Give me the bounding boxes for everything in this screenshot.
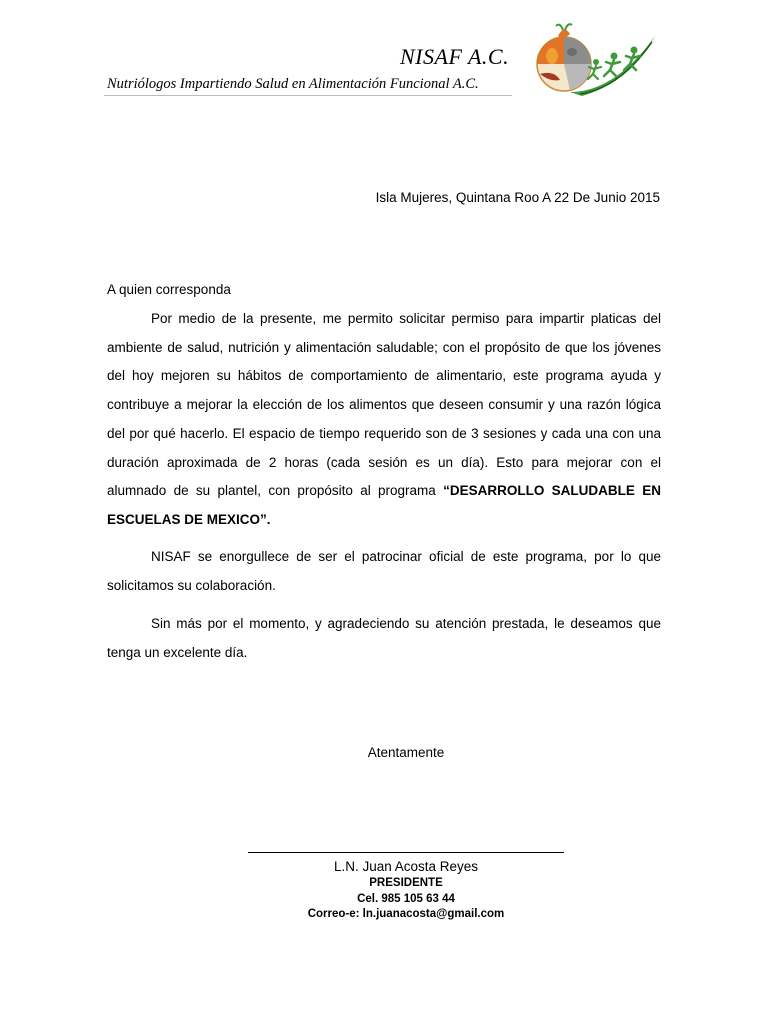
signer-name: L.N. Juan Acosta Reyes [333,859,479,874]
signer-role: PRESIDENTE [369,877,443,889]
signer-phone: Cel. 985 105 63 44 [357,892,455,905]
nisaf-logo-icon [530,22,660,100]
paragraph-sponsor-text: NISAF se enorgullece de ser el patrocinar oficial de este programa, por lo que solicitamos su colaboración. [107,549,661,593]
signer-email: Correo-e: ln.juanacosta@gmail.com [307,908,505,920]
program-name: “DESARROLLO SALUDABLE EN ESCUELAS DE MEXICO”. [107,483,661,527]
org-name: NISAF A.C. [400,44,510,69]
header-divider [104,95,512,96]
greeting: A quien corresponda [107,282,231,297]
paragraph-thanks [107,610,661,667]
org-subtitle: Nutriólogos Impartiendo Salud en Alimentación Funcional A.C. [107,76,479,92]
signature-line [248,852,564,853]
paragraph-request-text: Por medio de la presente, me permito solicitar permiso para impartir platicas del ambiente de salud, nutrición y alimentación saludable; con el propósito de que los jóvenes del hoy mejoren su hábitos de comportamiento de alimentario, este programa ayuda y contribuye a mejorar la elección de los alimentos que deseen consumir y una razón lógica del por qué hacerlo. El espacio de tiempo requerido son de 3 sesiones y cada una con una duración aproximada de 2 horas (cada sesión es un día). Esto para mejorar con el alumnado de su plantel, con propósito al programa [107,311,661,499]
paragraph-request [107,305,661,535]
paragraph-sponsor [107,543,661,600]
closing: Atentamente [367,745,445,760]
date-line: Isla Mujeres, Quintana Roo A 22 De Junio 2015 [375,190,660,205]
signature-block [248,858,564,923]
letterhead [0,0,768,110]
paragraph-thanks-text: Sin más por el momento, y agradeciendo su atención prestada, le deseamos que tenga un excelente día. [107,616,661,660]
